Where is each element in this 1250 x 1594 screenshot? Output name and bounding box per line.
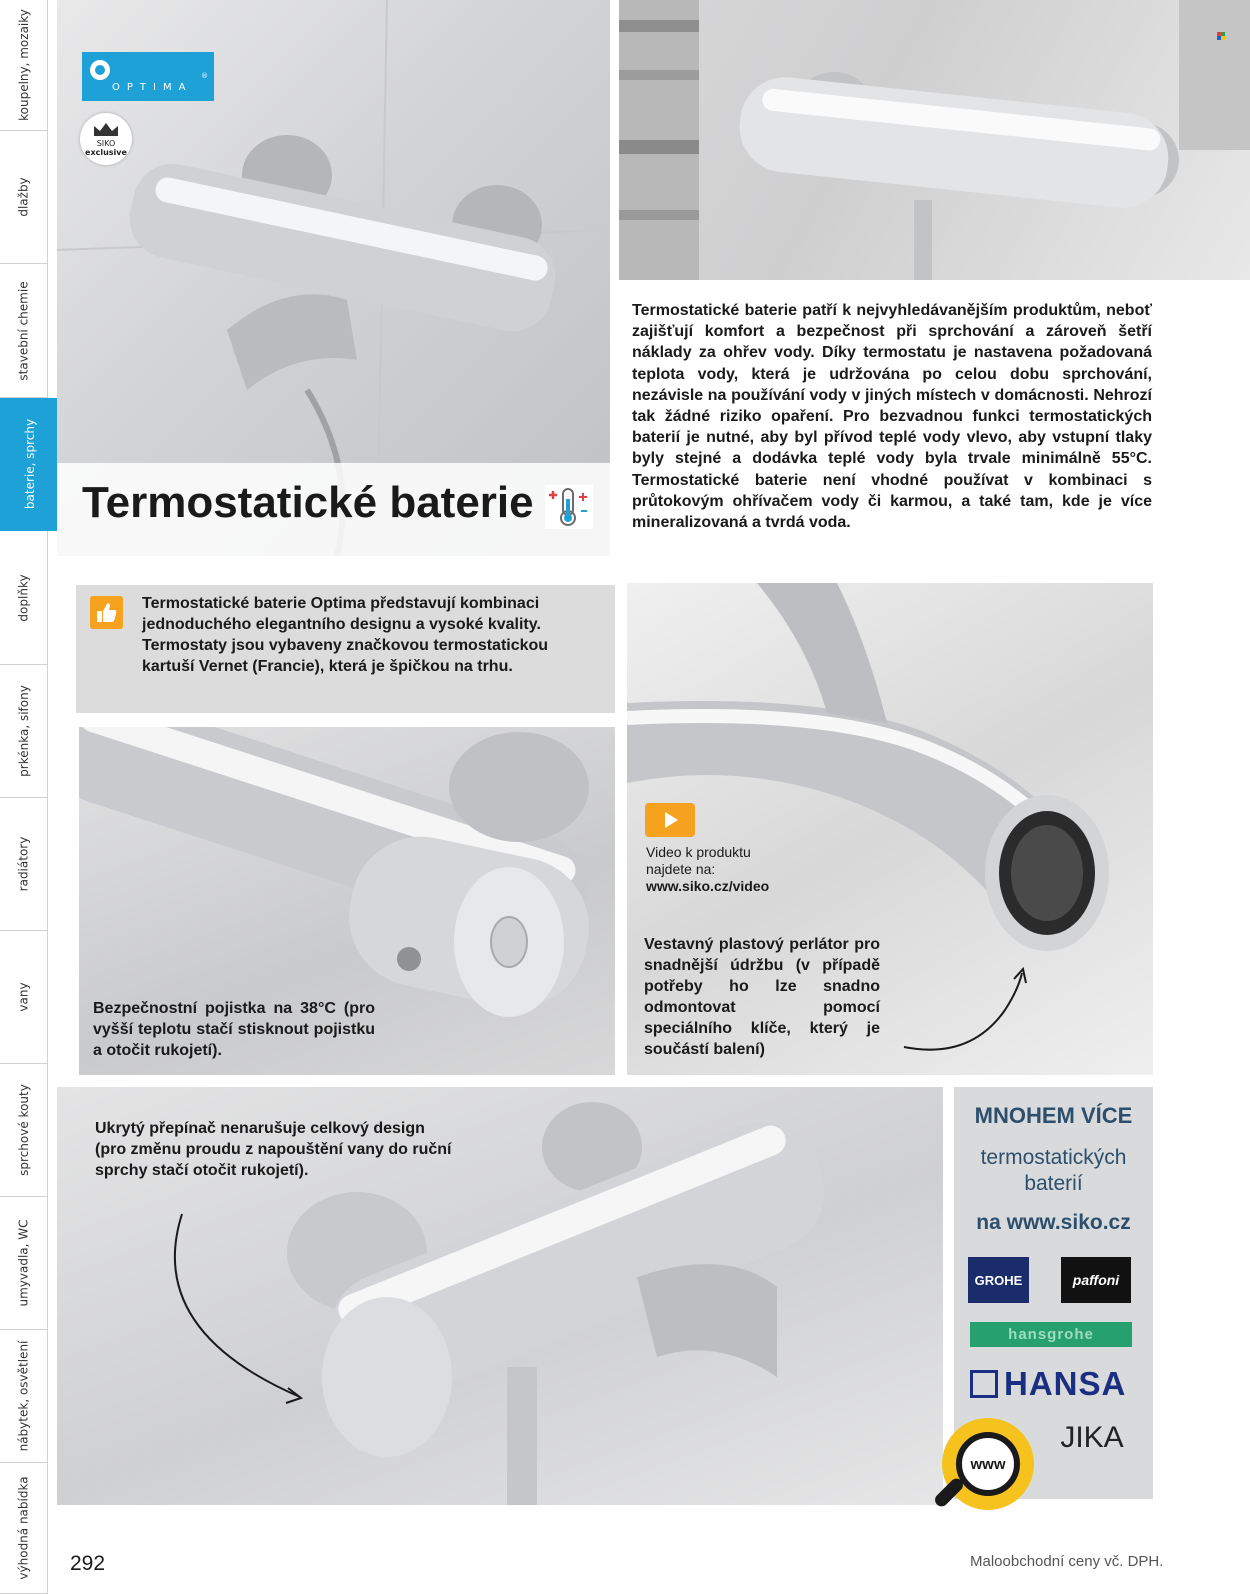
sidebar-item-label: umyvadla, WC (16, 1219, 31, 1307)
intro-text: Termostatické baterie patří k nejvyhledávanějším produktům, neboť zajišťují komfort a bezpečnost při sprchování a zároveň šetří náklady za ohřev vody. Díky termostatu je nastavena požadovaná teplota vody, která je udržována po celou dobu sprchování, nezávisle na používání vody v jiných místech v domácnosti. Nehrozí tak žádné riziko opaření. Pro bezvadnou funkci termostatických baterií je nutné, aby byl přívod teplé vody vlevo, aby vstupní tlaky byly stejné a dodávka teplé vody byla trvale minimálně 55°C. Termostatické baterie není vhodné používat v kombinaci s průtokovým ohřívačem vody či karmou, a také tam, kde je více mineralizovaná a tvrdá voda. (632, 302, 1152, 532)
optima-logo-ring (90, 60, 110, 80)
page-number: 292 (70, 1552, 106, 1575)
paffoni-logo: paffoni (1061, 1257, 1131, 1303)
sidebar-item-nabytek-osvetleni[interactable] (0, 1330, 48, 1463)
hidden-switch-caption: Ukrytý přepínač nenarušuje celkový design (pro změnu proudu z napouštění vany do ruční sprchy stačí otočit rukojetí). (95, 1120, 452, 1179)
sidebar-item-sprchove-kouty[interactable] (0, 1064, 48, 1197)
sidebar-item-label: koupelny, mozaiky (16, 9, 31, 121)
jika-logo: JIKA (1060, 1421, 1124, 1454)
magnifier-www-icon[interactable] (942, 1418, 1034, 1510)
sidebar-item-vany[interactable] (0, 931, 48, 1064)
more-subheading (954, 1145, 1153, 1197)
sidebar-item-doplnky[interactable] (0, 531, 48, 665)
thumbs-up-icon (90, 596, 123, 629)
sidebar-item-label: doplňky (16, 573, 31, 622)
video-line1: Video k produktu (646, 844, 751, 860)
sidebar-item-label: baterie, sprchy (23, 418, 37, 510)
exclusive-badge-line2: exclusive (85, 148, 127, 157)
sidebar-item-koupelny[interactable] (0, 0, 48, 131)
sidebar-item-label: vany (16, 982, 31, 1012)
video-line2: najdete na: (646, 861, 716, 877)
more-sub-line1: termostatických (980, 1146, 1127, 1169)
video-info (646, 844, 796, 895)
sidebar-item-umyvadla-wc[interactable] (0, 1197, 48, 1330)
more-sub-line2: baterií (1024, 1172, 1083, 1195)
hansa-logo (970, 1366, 1132, 1402)
sidebar-item-radiatory[interactable] (0, 798, 48, 931)
hansgrohe-logo: hansgrohe (970, 1322, 1132, 1347)
registered-mark: ® (201, 72, 208, 80)
shower-thermostat-photo (619, 0, 1250, 280)
optima-logo-text: OPTIMA (112, 82, 193, 93)
corner-marker-icon (1217, 32, 1225, 40)
sidebar-item-label: nábytek, osvětlení (16, 1340, 31, 1452)
more-heading: MNOHEM VÍCE (974, 1103, 1133, 1128)
category-sidebar (0, 0, 61, 1594)
sidebar-item-label: radiátory (16, 836, 31, 892)
switch-arrow-icon (160, 1210, 310, 1410)
aerator-arrow-icon (900, 965, 1030, 1055)
sidebar-item-label: výhodná nabídka (16, 1476, 31, 1580)
sidebar-item-label: prkénka, sifony (16, 685, 31, 777)
crown-icon (92, 121, 120, 137)
safety-lock-caption: Bezpečnostní pojistka na 38°C (pro vyšší teplotu stačí stisknout pojistku a otočit rukojetí). (93, 1000, 375, 1059)
aerator-caption: Vestavný plastový perlátor pro snadnější údržbu (v případě potřeby ho lze snadno odmontovat pomocí speciálního klíče, který je součástí balení) (644, 936, 880, 1058)
price-note: Maloobchodní ceny vč. DPH. (970, 1553, 1164, 1570)
sidebar-item-label: sprchové kouty (16, 1084, 31, 1176)
sidebar-item-stavebni-chemie[interactable] (0, 264, 48, 398)
sidebar-item-dlazby[interactable] (0, 131, 48, 264)
optima-logo (82, 52, 214, 101)
sidebar-item-label: stavební chemie (16, 280, 31, 381)
www-label: www (956, 1432, 1020, 1496)
video-url-link[interactable]: www.siko.cz/video (646, 878, 770, 894)
sidebar-item-vyhodna-nabidka[interactable] (0, 1463, 48, 1594)
exclusive-badge-line1: SIKO (96, 139, 116, 148)
play-icon[interactable] (645, 803, 695, 837)
hansa-logo-text: HANSA (1004, 1365, 1127, 1402)
grohe-logo: GROHE (968, 1257, 1029, 1303)
sidebar-item-label: dlažby (16, 177, 31, 217)
feature-text: Termostatické baterie Optima představují kombinaci jednoduchého elegantního designu a vysoké kvality. Termostaty jsou vybaveny značkovou termostatickou kartuší Vernet (Francie), která je špičkou na trhu. (142, 595, 549, 675)
sidebar-item-prkenka-sifony[interactable] (0, 665, 48, 798)
sidebar-item-baterie-sprchy[interactable] (0, 398, 61, 531)
thermometer-plus-icon (545, 485, 593, 529)
siko-exclusive-badge (80, 113, 132, 165)
hansa-mark-icon (970, 1370, 998, 1398)
more-url-link[interactable]: na www.siko.cz (976, 1211, 1131, 1234)
page-title: Termostatické baterie (82, 478, 534, 527)
